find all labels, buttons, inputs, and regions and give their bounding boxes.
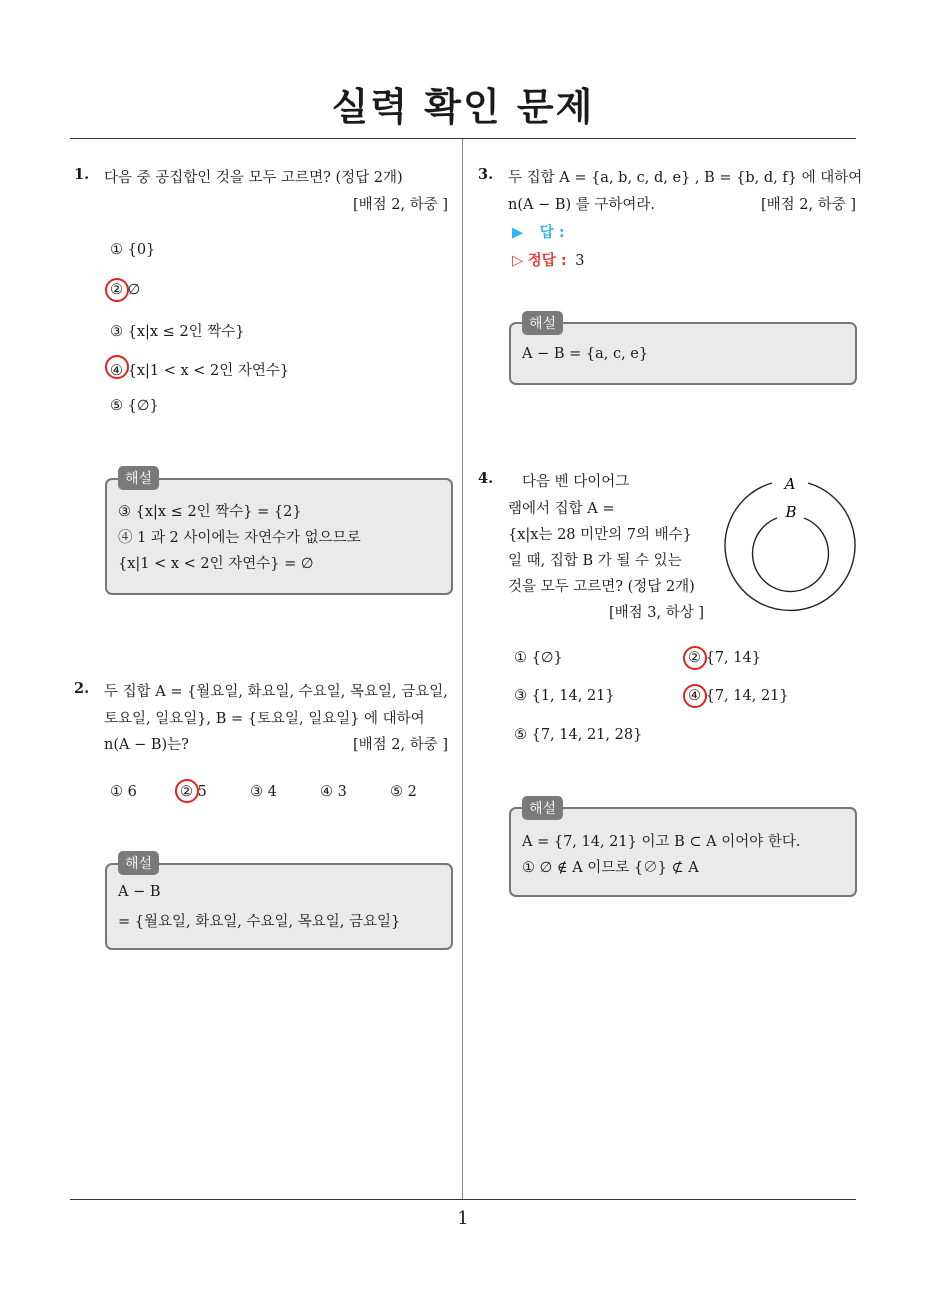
set-b-label: B (785, 503, 797, 521)
solution-box (509, 807, 857, 897)
question-meta: [배점 2, 하중 ] (352, 737, 448, 753)
solution-tag: 해설 (118, 851, 159, 875)
choice-1[interactable]: ① {0} (110, 242, 156, 258)
header-rule (70, 138, 856, 139)
choice-1[interactable]: ① {∅} (514, 650, 563, 666)
question-meta: [배점 2, 하중 ] (352, 197, 448, 213)
solution-tag: 해설 (118, 466, 159, 490)
footer-rule (70, 1199, 856, 1200)
choice-3[interactable]: ③ {1, 14, 21} (514, 688, 615, 704)
choice-4[interactable]: ④ 3 (320, 784, 347, 800)
correct-value: 3 (575, 253, 585, 269)
choice-2[interactable]: ② {7, 14} (688, 650, 761, 666)
choice-2[interactable]: ② 5 (180, 784, 207, 800)
choice-5[interactable]: ⑤ 2 (390, 784, 417, 800)
solution-line: ④ 1 과 2 사이에는 자연수가 없으므로 (118, 530, 361, 546)
solution-line: ① ∅ ∉ A 이므로 {∅} ⊄ A (522, 860, 699, 876)
correct-row (512, 249, 584, 270)
question-meta: [배점 2, 하중 ] (760, 197, 856, 213)
set-b-circle (753, 518, 829, 592)
question-text-line: 두 집합 A = {a, b, c, d, e} , B = {b, d, f} 에 대하여 (508, 170, 863, 186)
choice-5[interactable]: ⑤ {∅} (110, 398, 159, 414)
page-number: 1 (457, 1208, 469, 1229)
question-text-line: 두 집합 A = {월요일, 화요일, 수요일, 목요일, 금요일, (104, 684, 448, 700)
question-text: 다음 중 공집합인 것을 모두 고르면? (정답 2개) (104, 170, 403, 186)
solution-tag: 해설 (522, 796, 563, 820)
choice-2[interactable]: ② ∅ (110, 282, 141, 298)
choice-4[interactable]: ④ {x|1 < x < 2인 자연수} (110, 363, 290, 379)
question-number: 4. (478, 470, 494, 487)
solution-line: A − B = {a, c, e} (522, 346, 649, 362)
question-text-line: 다음 벤 다이어그 (522, 474, 630, 490)
question-text-line: 것을 모두 고르면? (정답 2개) (508, 579, 695, 595)
question-text-line: n(A − B)는? (104, 737, 189, 753)
solution-line: ③ {x|x ≤ 2인 짝수} = {2} (118, 504, 302, 520)
choice-3[interactable]: ③ 4 (250, 784, 277, 800)
question-number: 1. (74, 166, 90, 183)
correct-label: 정답 : (527, 253, 567, 269)
choice-5[interactable]: ⑤ {7, 14, 21, 28} (514, 727, 643, 743)
question-meta: [배점 3, 하상 ] (608, 605, 704, 621)
question-text-line: {x|x는 28 미만의 7의 배수} (508, 527, 692, 543)
question-text-line: 토요일, 일요일}, B = {토요일, 일요일} 에 대하여 (104, 711, 425, 727)
solution-line: A = {7, 14, 21} 이고 B ⊂ A 이어야 한다. (522, 834, 801, 850)
question-text-line: 램에서 집합 A = (508, 501, 615, 517)
solution-line: A − B (118, 884, 161, 900)
correct-arrow-icon: ▷ (512, 253, 524, 269)
question-text-line: 일 때, 집합 B 가 될 수 있는 (508, 553, 682, 569)
question-number: 3. (478, 166, 494, 183)
solution-line: {x|1 < x < 2인 자연수} = ∅ (118, 556, 314, 572)
column-divider (462, 139, 463, 1200)
set-a-label: A (784, 475, 796, 493)
choice-3[interactable]: ③ {x|x ≤ 2인 짝수} (110, 324, 245, 340)
choice-1[interactable]: ① 6 (110, 784, 137, 800)
answer-label: 답 : (539, 225, 565, 241)
page-title: 실력 확인 문제 (331, 85, 595, 129)
answer-arrow-icon: ▶ (512, 225, 524, 241)
answer-row (512, 221, 565, 242)
solution-tag: 해설 (522, 311, 563, 335)
venn-diagram (720, 470, 860, 620)
choice-4[interactable]: ④ {7, 14, 21} (688, 688, 789, 704)
solution-box (105, 863, 453, 950)
solution-line: = {월요일, 화요일, 수요일, 목요일, 금요일} (118, 914, 401, 930)
question-text-line: n(A − B) 를 구하여라. (508, 197, 656, 213)
question-number: 2. (74, 680, 90, 697)
